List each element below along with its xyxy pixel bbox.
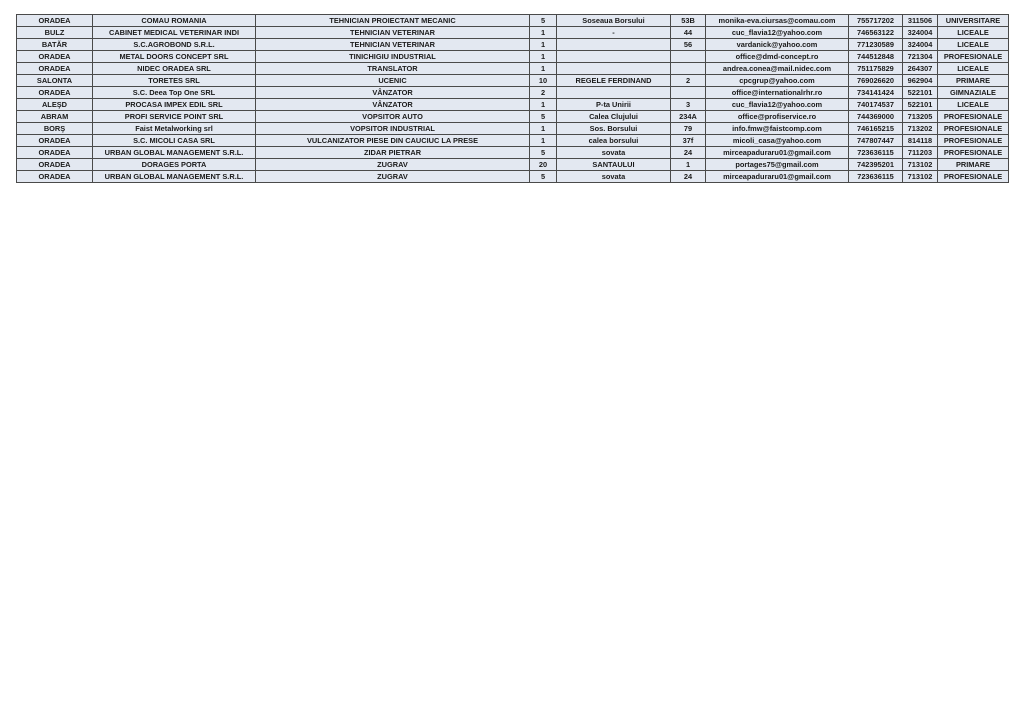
education-cell: PROFESIONALE <box>938 111 1009 123</box>
employer-cell: NIDEC ORADEA SRL <box>93 63 256 75</box>
vacancies-cell: 1 <box>530 135 557 147</box>
employer-cell: PROFI SERVICE POINT SRL <box>93 111 256 123</box>
number-cell <box>671 51 706 63</box>
email-cell: office@dmd-concept.ro <box>706 51 849 63</box>
table-row <box>17 171 1009 183</box>
education-cell: LICEALE <box>938 99 1009 111</box>
occupation-cell: VÂNZATOR <box>256 87 530 99</box>
vacancies-cell: 5 <box>530 147 557 159</box>
locality-cell: ORADEA <box>17 171 93 183</box>
employer-cell: METAL DOORS CONCEPT SRL <box>93 51 256 63</box>
occupation-cell: ZIDAR PIETRAR <box>256 147 530 159</box>
vacancies-cell: 1 <box>530 27 557 39</box>
cor-code-cell: 721304 <box>903 51 938 63</box>
phone-cell: 740174537 <box>849 99 903 111</box>
locality-cell: ABRAM <box>17 111 93 123</box>
email-cell: cuc_flavia12@yahoo.com <box>706 99 849 111</box>
employer-cell: S.C. MICOLI CASA SRL <box>93 135 256 147</box>
vacancies-cell: 5 <box>530 111 557 123</box>
street-cell <box>557 63 671 75</box>
table-row <box>17 87 1009 99</box>
employer-cell: URBAN GLOBAL MANAGEMENT S.R.L. <box>93 171 256 183</box>
cor-code-cell: 311506 <box>903 15 938 27</box>
occupation-cell: TRANSLATOR <box>256 63 530 75</box>
locality-cell: ORADEA <box>17 147 93 159</box>
phone-cell: 755717202 <box>849 15 903 27</box>
employer-cell: COMAU ROMANIA <box>93 15 256 27</box>
vacancies-cell: 20 <box>530 159 557 171</box>
occupation-cell: ZUGRAV <box>256 159 530 171</box>
occupation-cell: TEHNICIAN VETERINAR <box>256 39 530 51</box>
education-cell: PRIMARE <box>938 159 1009 171</box>
cor-code-cell: 264307 <box>903 63 938 75</box>
locality-cell: SALONTA <box>17 75 93 87</box>
vacancies-cell: 5 <box>530 171 557 183</box>
street-cell: calea borsului <box>557 135 671 147</box>
education-cell: PROFESIONALE <box>938 135 1009 147</box>
phone-cell: 734141424 <box>849 87 903 99</box>
employer-cell: DORAGES PORTA <box>93 159 256 171</box>
number-cell: 24 <box>671 171 706 183</box>
vacancies-cell: 1 <box>530 39 557 51</box>
street-cell: Calea Clujului <box>557 111 671 123</box>
education-cell: LICEALE <box>938 39 1009 51</box>
employer-cell: URBAN GLOBAL MANAGEMENT S.R.L. <box>93 147 256 159</box>
cor-code-cell: 522101 <box>903 99 938 111</box>
phone-cell: 769026620 <box>849 75 903 87</box>
table-row <box>17 75 1009 87</box>
education-cell: PROFESIONALE <box>938 147 1009 159</box>
phone-cell: 747807447 <box>849 135 903 147</box>
number-cell: 44 <box>671 27 706 39</box>
cor-code-cell: 522101 <box>903 87 938 99</box>
education-cell: LICEALE <box>938 63 1009 75</box>
vacancies-cell: 10 <box>530 75 557 87</box>
employer-cell: PROCASA IMPEX EDIL SRL <box>93 99 256 111</box>
vacancies-cell: 5 <box>530 15 557 27</box>
number-cell: 1 <box>671 159 706 171</box>
phone-cell: 751175829 <box>849 63 903 75</box>
locality-cell: BATĂR <box>17 39 93 51</box>
occupation-cell: TEHNICIAN PROIECTANT MECANIC <box>256 15 530 27</box>
employer-cell: S.C.AGROBOND S.R.L. <box>93 39 256 51</box>
cor-code-cell: 713102 <box>903 159 938 171</box>
email-cell: info.fmw@faistcomp.com <box>706 123 849 135</box>
cor-code-cell: 324004 <box>903 39 938 51</box>
locality-cell: BULZ <box>17 27 93 39</box>
number-cell: 3 <box>671 99 706 111</box>
phone-cell: 723636115 <box>849 147 903 159</box>
table-row <box>17 51 1009 63</box>
phone-cell: 746165215 <box>849 123 903 135</box>
email-cell: office@internationalrhr.ro <box>706 87 849 99</box>
phone-cell: 742395201 <box>849 159 903 171</box>
vacancies-cell: 1 <box>530 63 557 75</box>
email-cell: micoli_casa@yahoo.com <box>706 135 849 147</box>
table-row <box>17 27 1009 39</box>
number-cell: 37f <box>671 135 706 147</box>
number-cell: 2 <box>671 75 706 87</box>
locality-cell: ALEŞD <box>17 99 93 111</box>
table-row <box>17 15 1009 27</box>
email-cell: vardanick@yahoo.com <box>706 39 849 51</box>
street-cell <box>557 39 671 51</box>
education-cell: PROFESIONALE <box>938 123 1009 135</box>
number-cell: 24 <box>671 147 706 159</box>
locality-cell: ORADEA <box>17 159 93 171</box>
email-cell: monika-eva.ciursas@comau.com <box>706 15 849 27</box>
street-cell: Soseaua Borsului <box>557 15 671 27</box>
cor-code-cell: 814118 <box>903 135 938 147</box>
table-body <box>17 15 1009 183</box>
table-row <box>17 123 1009 135</box>
education-cell: LICEALE <box>938 27 1009 39</box>
vacancies-cell: 2 <box>530 87 557 99</box>
number-cell <box>671 63 706 75</box>
street-cell: REGELE FERDINAND <box>557 75 671 87</box>
table-row <box>17 111 1009 123</box>
table-row <box>17 39 1009 51</box>
cor-code-cell: 962904 <box>903 75 938 87</box>
cor-code-cell: 713202 <box>903 123 938 135</box>
cor-code-cell: 711203 <box>903 147 938 159</box>
locality-cell: ORADEA <box>17 51 93 63</box>
occupation-cell: VÂNZATOR <box>256 99 530 111</box>
table-row <box>17 99 1009 111</box>
table-row <box>17 159 1009 171</box>
phone-cell: 744512848 <box>849 51 903 63</box>
occupation-cell: VOPSITOR INDUSTRIAL <box>256 123 530 135</box>
street-cell: - <box>557 27 671 39</box>
table-row <box>17 135 1009 147</box>
number-cell <box>671 87 706 99</box>
phone-cell: 746563122 <box>849 27 903 39</box>
street-cell <box>557 87 671 99</box>
phone-cell: 723636115 <box>849 171 903 183</box>
number-cell: 53B <box>671 15 706 27</box>
street-cell: P-ta Unirii <box>557 99 671 111</box>
occupation-cell: UCENIC <box>256 75 530 87</box>
vacancies-cell: 1 <box>530 123 557 135</box>
education-cell: PROFESIONALE <box>938 51 1009 63</box>
employer-cell: Faist Metalworking srl <box>93 123 256 135</box>
email-cell: portages75@gmail.com <box>706 159 849 171</box>
employer-cell: CABINET MEDICAL VETERINAR INDI <box>93 27 256 39</box>
cor-code-cell: 324004 <box>903 27 938 39</box>
phone-cell: 771230589 <box>849 39 903 51</box>
number-cell: 234A <box>671 111 706 123</box>
employer-cell: S.C. Deea Top One SRL <box>93 87 256 99</box>
employer-cell: TORETES SRL <box>93 75 256 87</box>
education-cell: PROFESIONALE <box>938 171 1009 183</box>
street-cell: Sos. Borsului <box>557 123 671 135</box>
street-cell: SANTAULUI <box>557 159 671 171</box>
occupation-cell: TEHNICIAN VETERINAR <box>256 27 530 39</box>
locality-cell: BORŞ <box>17 123 93 135</box>
email-cell: office@profiservice.ro <box>706 111 849 123</box>
vacancies-cell: 1 <box>530 99 557 111</box>
cor-code-cell: 713205 <box>903 111 938 123</box>
job-vacancies-table <box>16 14 1009 183</box>
number-cell: 79 <box>671 123 706 135</box>
locality-cell: ORADEA <box>17 87 93 99</box>
education-cell: UNIVERSITARE <box>938 15 1009 27</box>
cor-code-cell: 713102 <box>903 171 938 183</box>
locality-cell: ORADEA <box>17 135 93 147</box>
street-cell: sovata <box>557 147 671 159</box>
occupation-cell: VOPSITOR AUTO <box>256 111 530 123</box>
email-cell: cuc_flavia12@yahoo.com <box>706 27 849 39</box>
phone-cell: 744369000 <box>849 111 903 123</box>
table-row <box>17 63 1009 75</box>
occupation-cell: TINICHIGIU INDUSTRIAL <box>256 51 530 63</box>
email-cell: mirceapaduraru01@gmail.com <box>706 147 849 159</box>
email-cell: mirceapaduraru01@gmail.com <box>706 171 849 183</box>
street-cell <box>557 51 671 63</box>
street-cell: sovata <box>557 171 671 183</box>
education-cell: PRIMARE <box>938 75 1009 87</box>
education-cell: GIMNAZIALE <box>938 87 1009 99</box>
table-row <box>17 147 1009 159</box>
locality-cell: ORADEA <box>17 63 93 75</box>
number-cell: 56 <box>671 39 706 51</box>
occupation-cell: ZUGRAV <box>256 171 530 183</box>
email-cell: cpcgrup@yahoo.com <box>706 75 849 87</box>
vacancies-cell: 1 <box>530 51 557 63</box>
email-cell: andrea.conea@mail.nidec.com <box>706 63 849 75</box>
locality-cell: ORADEA <box>17 15 93 27</box>
occupation-cell: VULCANIZATOR PIESE DIN CAUCIUC LA PRESE <box>256 135 530 147</box>
